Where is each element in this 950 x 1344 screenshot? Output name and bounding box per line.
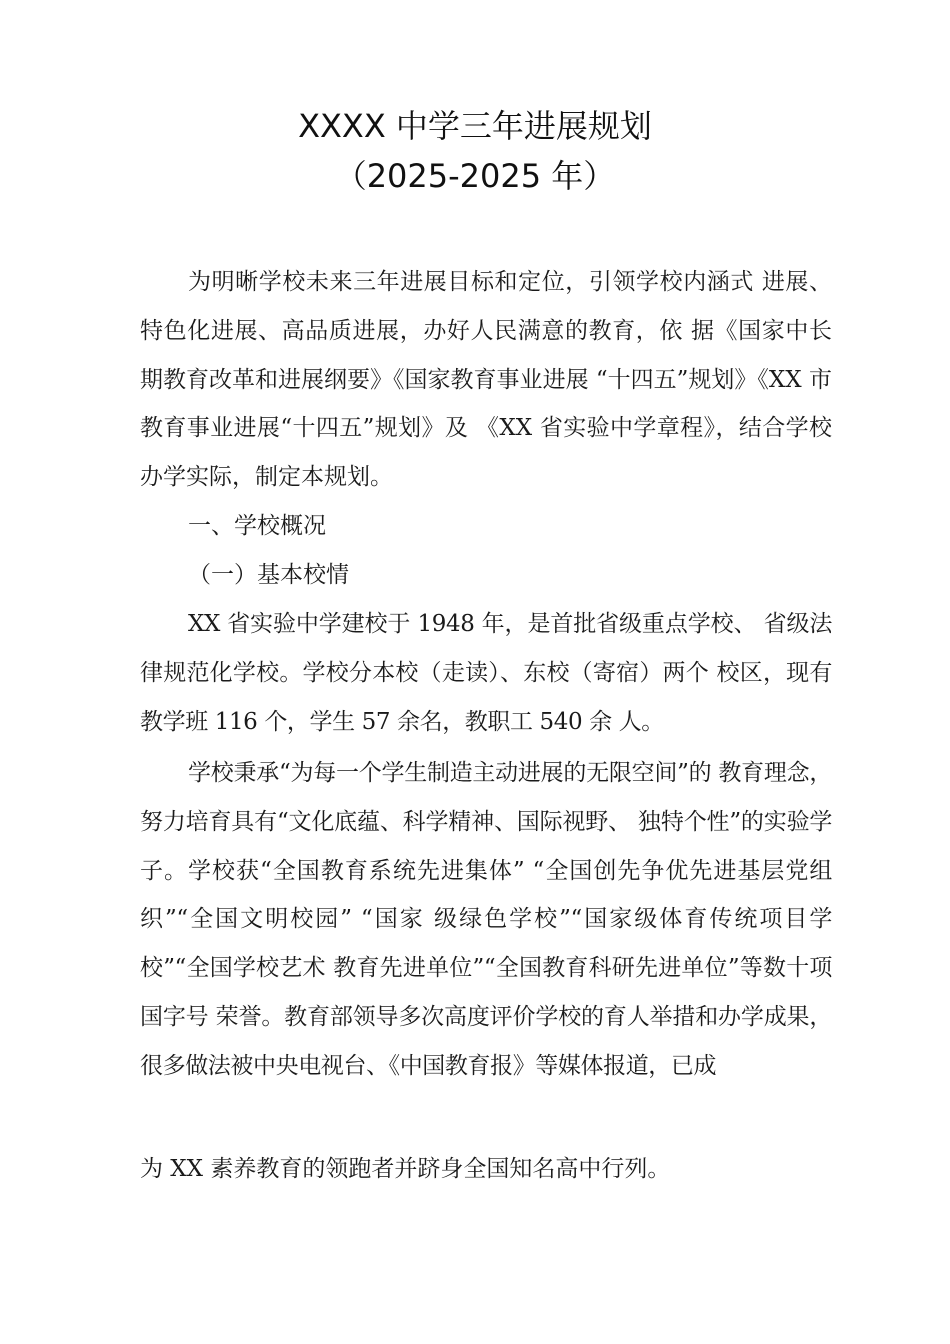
school-basic-info-paragraph: XX 省实验中学建校于 1948 年，是首批省级重点学校、 省级法律规范化学校。学校分本校（走读）、东校（寄宿）两个 校区，现有教学班 116 个，学生 57 余名，教职工 540 余 人。: [140, 611, 832, 735]
subsection-heading-basic-info: （一）基本校情: [188, 562, 349, 588]
intro-paragraph: 为明晰学校未来三年进展目标和定位，引领学校内涵式 进展、特色化进展、高品质进展，办好人民满意的教育，依 据《国家中长期教育改革和进展纲要》《国家教育事业进展 “十四五”规划》《XX 市教育事业进展“十四五”规划》及 《XX 省实验中学章程》，结合学校办学实际，制定本规划。: [140, 269, 832, 491]
document-subtitle: （2025-2025 年）: [334, 157, 616, 195]
school-honors-paragraph: 学校秉承“为每一个学生制造主动进展的无限空间”的 教育理念，努力培育具有“文化底蕴、科学精神、国际视野、 独特个性”的实验学子。学校获“全国教育系统先进集体” “全国创先争优先进基层党组织”“全国文明校园” “国家 级绿色学校”“国家级体育传统项目学校”“全国学校艺术 教育先进单位”“全国教育科研先进单位”等数十项国字号 荣誉。教育部领导多次高度评价学校的育人举措和办学成果， 很多做法被中央电视台、《中国教育报》等媒体报道，已成: [140, 760, 832, 1079]
document-title: XXXX 中学三年进展规划: [298, 107, 652, 145]
school-status-paragraph: 为 XX 素养教育的领跑者并跻身全国知名高中行列。: [140, 1156, 671, 1182]
section-heading-school-overview: 一、学校概况: [188, 513, 326, 539]
